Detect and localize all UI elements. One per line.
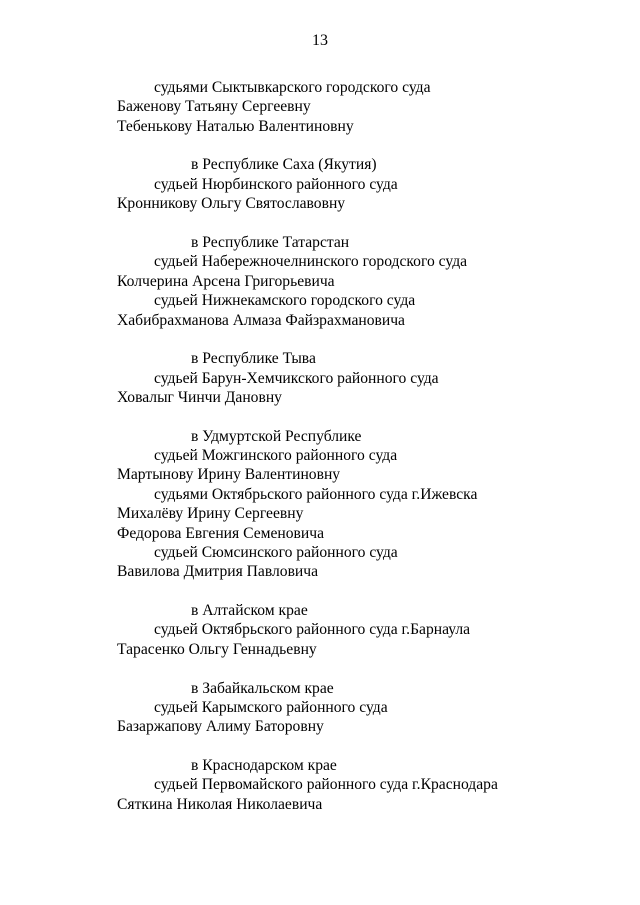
court-line: судьей Можгинского районного суда (154, 447, 398, 465)
region-heading: в Республике Татарстан (191, 233, 350, 251)
judge-name: Базаржапову Алиму Баторовну (117, 718, 324, 736)
court-line: судьей Нижнекамского городского суда (154, 292, 416, 310)
judge-name: Хабибрахманова Алмаза Файзрахмановича (117, 311, 405, 329)
court-line: судьей Барун-Хемчикского районного суда (154, 369, 439, 387)
paragraph-spacer (117, 407, 617, 426)
court-line: судьей Сюмсинского районного суда (154, 544, 398, 561)
region-heading: в Забайкальском крае (191, 679, 334, 697)
court-line: судьями Сыктывкарского городского суда (154, 79, 431, 96)
judge-name: Мартынову Ирину Валентиновну (117, 466, 341, 484)
paragraph-spacer (117, 330, 617, 349)
judge-name: Тебенькову Наталью Валентиновну (117, 117, 354, 135)
paragraph-spacer (117, 582, 617, 601)
court-line: судьей Набережночелнинского городского суда (154, 253, 468, 271)
judge-name: Баженову Татьяну Сергеевну (117, 98, 311, 116)
region-heading: в Удмуртской Республике (191, 427, 362, 445)
court-line: судьей Карымского районного суда (154, 698, 388, 716)
paragraph-spacer (117, 737, 617, 756)
page-number: 13 (312, 32, 328, 49)
judge-name: Тарасенко Ольгу Геннадьевну (117, 640, 317, 658)
judge-name: Ховалыг Чинчи Дановну (117, 388, 282, 406)
paragraph-spacer (117, 214, 617, 233)
court-line: судьей Октябрьского районного суда г.Барнаула (154, 621, 471, 639)
judge-name: Федорова Евгения Семеновича (117, 524, 325, 542)
court-line: судьями Октябрьского районного суда г.Ижевска (154, 485, 478, 503)
document-body (117, 78, 617, 814)
court-line: судьей Нюрбинского районного суда (154, 175, 398, 193)
region-heading: в Республике Тыва (191, 350, 316, 368)
region-heading: в Краснодарском крае (191, 757, 337, 775)
judge-name: Колчерина Арсена Григорьевича (117, 272, 335, 290)
judge-name: Сяткина Николая Николаевича (117, 795, 323, 813)
judge-name: Михалёву Ирину Сергеевну (117, 505, 304, 523)
court-line: судьей Первомайского районного суда г.Краснодара (154, 776, 498, 794)
judge-name: Вавилова Дмитрия Павловича (117, 563, 319, 581)
region-heading: в Алтайском крае (191, 602, 308, 620)
judge-name: Кронникову Ольгу Святославовну (117, 195, 346, 213)
paragraph-spacer (117, 136, 617, 155)
paragraph-spacer (117, 659, 617, 678)
region-heading: в Республике Саха (Якутия) (191, 156, 377, 174)
